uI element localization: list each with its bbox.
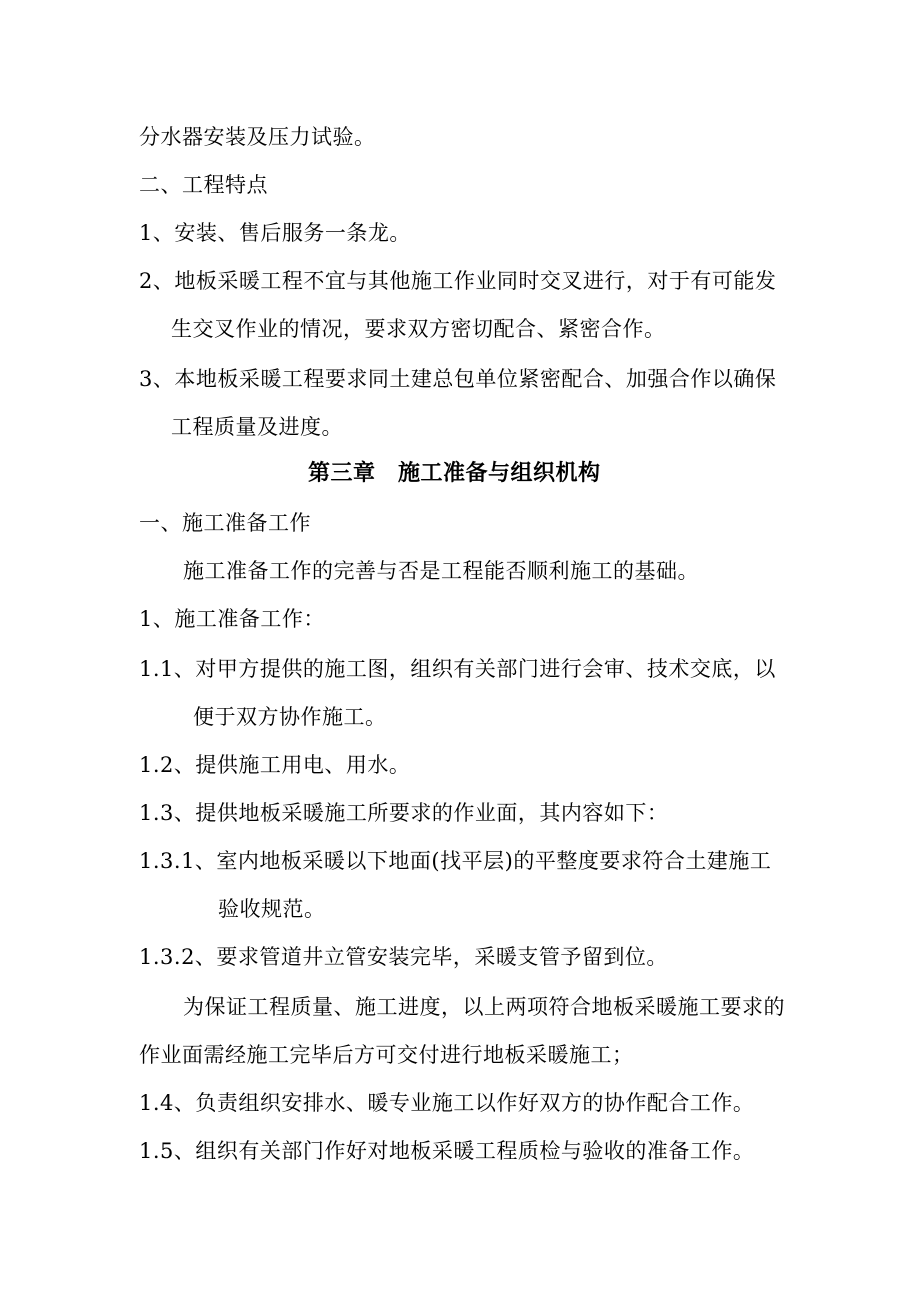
list-item-2-continuation: 生交叉作业的情况，要求双方密切配合、紧密合作。 — [171, 317, 666, 341]
section-heading-project-features: 二、工程特点 — [139, 173, 268, 197]
subsection-heading: 1、施工准备工作： — [139, 607, 325, 631]
paragraph-continuation: 分水器安装及压力试验。 — [139, 125, 376, 149]
list-item-2: 2、地板采暖工程不宜与其他施工作业同时交叉进行，对于有可能发 — [139, 269, 777, 293]
item-1-2: 1.2、提供施工用电、用水。 — [139, 753, 411, 777]
list-item-3: 3、本地板采暖工程要求同土建总包单位紧密配合、加强合作以确保 — [139, 367, 777, 391]
item-1-3: 1.3、提供地板采暖施工所要求的作业面，其内容如下： — [139, 801, 669, 825]
intro-paragraph: 施工准备工作的完善与否是工程能否顺利施工的基础。 — [183, 559, 699, 583]
item-1-3-2: 1.3.2、要求管道井立管安装完毕，采暖支管予留到位。 — [139, 945, 668, 969]
section-heading-preparation: 一、施工准备工作 — [139, 511, 311, 535]
item-1-1: 1.1、对甲方提供的施工图，组织有关部门进行会审、技术交底，以 — [139, 657, 776, 681]
list-item-1: 1、安装、售后服务一条龙。 — [139, 221, 411, 245]
item-1-1-continuation: 便于双方协作施工。 — [193, 705, 387, 729]
note-paragraph-continuation: 作业面需经施工完毕后方可交付进行地板采暖施工； — [139, 1043, 634, 1067]
item-1-5: 1.5、组织有关部门作好对地板采暖工程质检与验收的准备工作。 — [139, 1139, 755, 1163]
item-1-4: 1.4、负责组织安排水、暖专业施工以作好双方的协作配合工作。 — [139, 1091, 755, 1115]
item-1-3-1-continuation: 验收规范。 — [218, 897, 326, 921]
item-1-3-1: 1.3.1、室内地板采暖以下地面(找平层)的平整度要求符合土建施工 — [139, 849, 772, 873]
note-paragraph: 为保证工程质量、施工进度，以上两项符合地板采暖施工要求的 — [183, 995, 785, 1019]
list-item-3-continuation: 工程质量及进度。 — [171, 415, 343, 439]
chapter-title: 第三章 施工准备与组织机构 — [308, 461, 601, 486]
